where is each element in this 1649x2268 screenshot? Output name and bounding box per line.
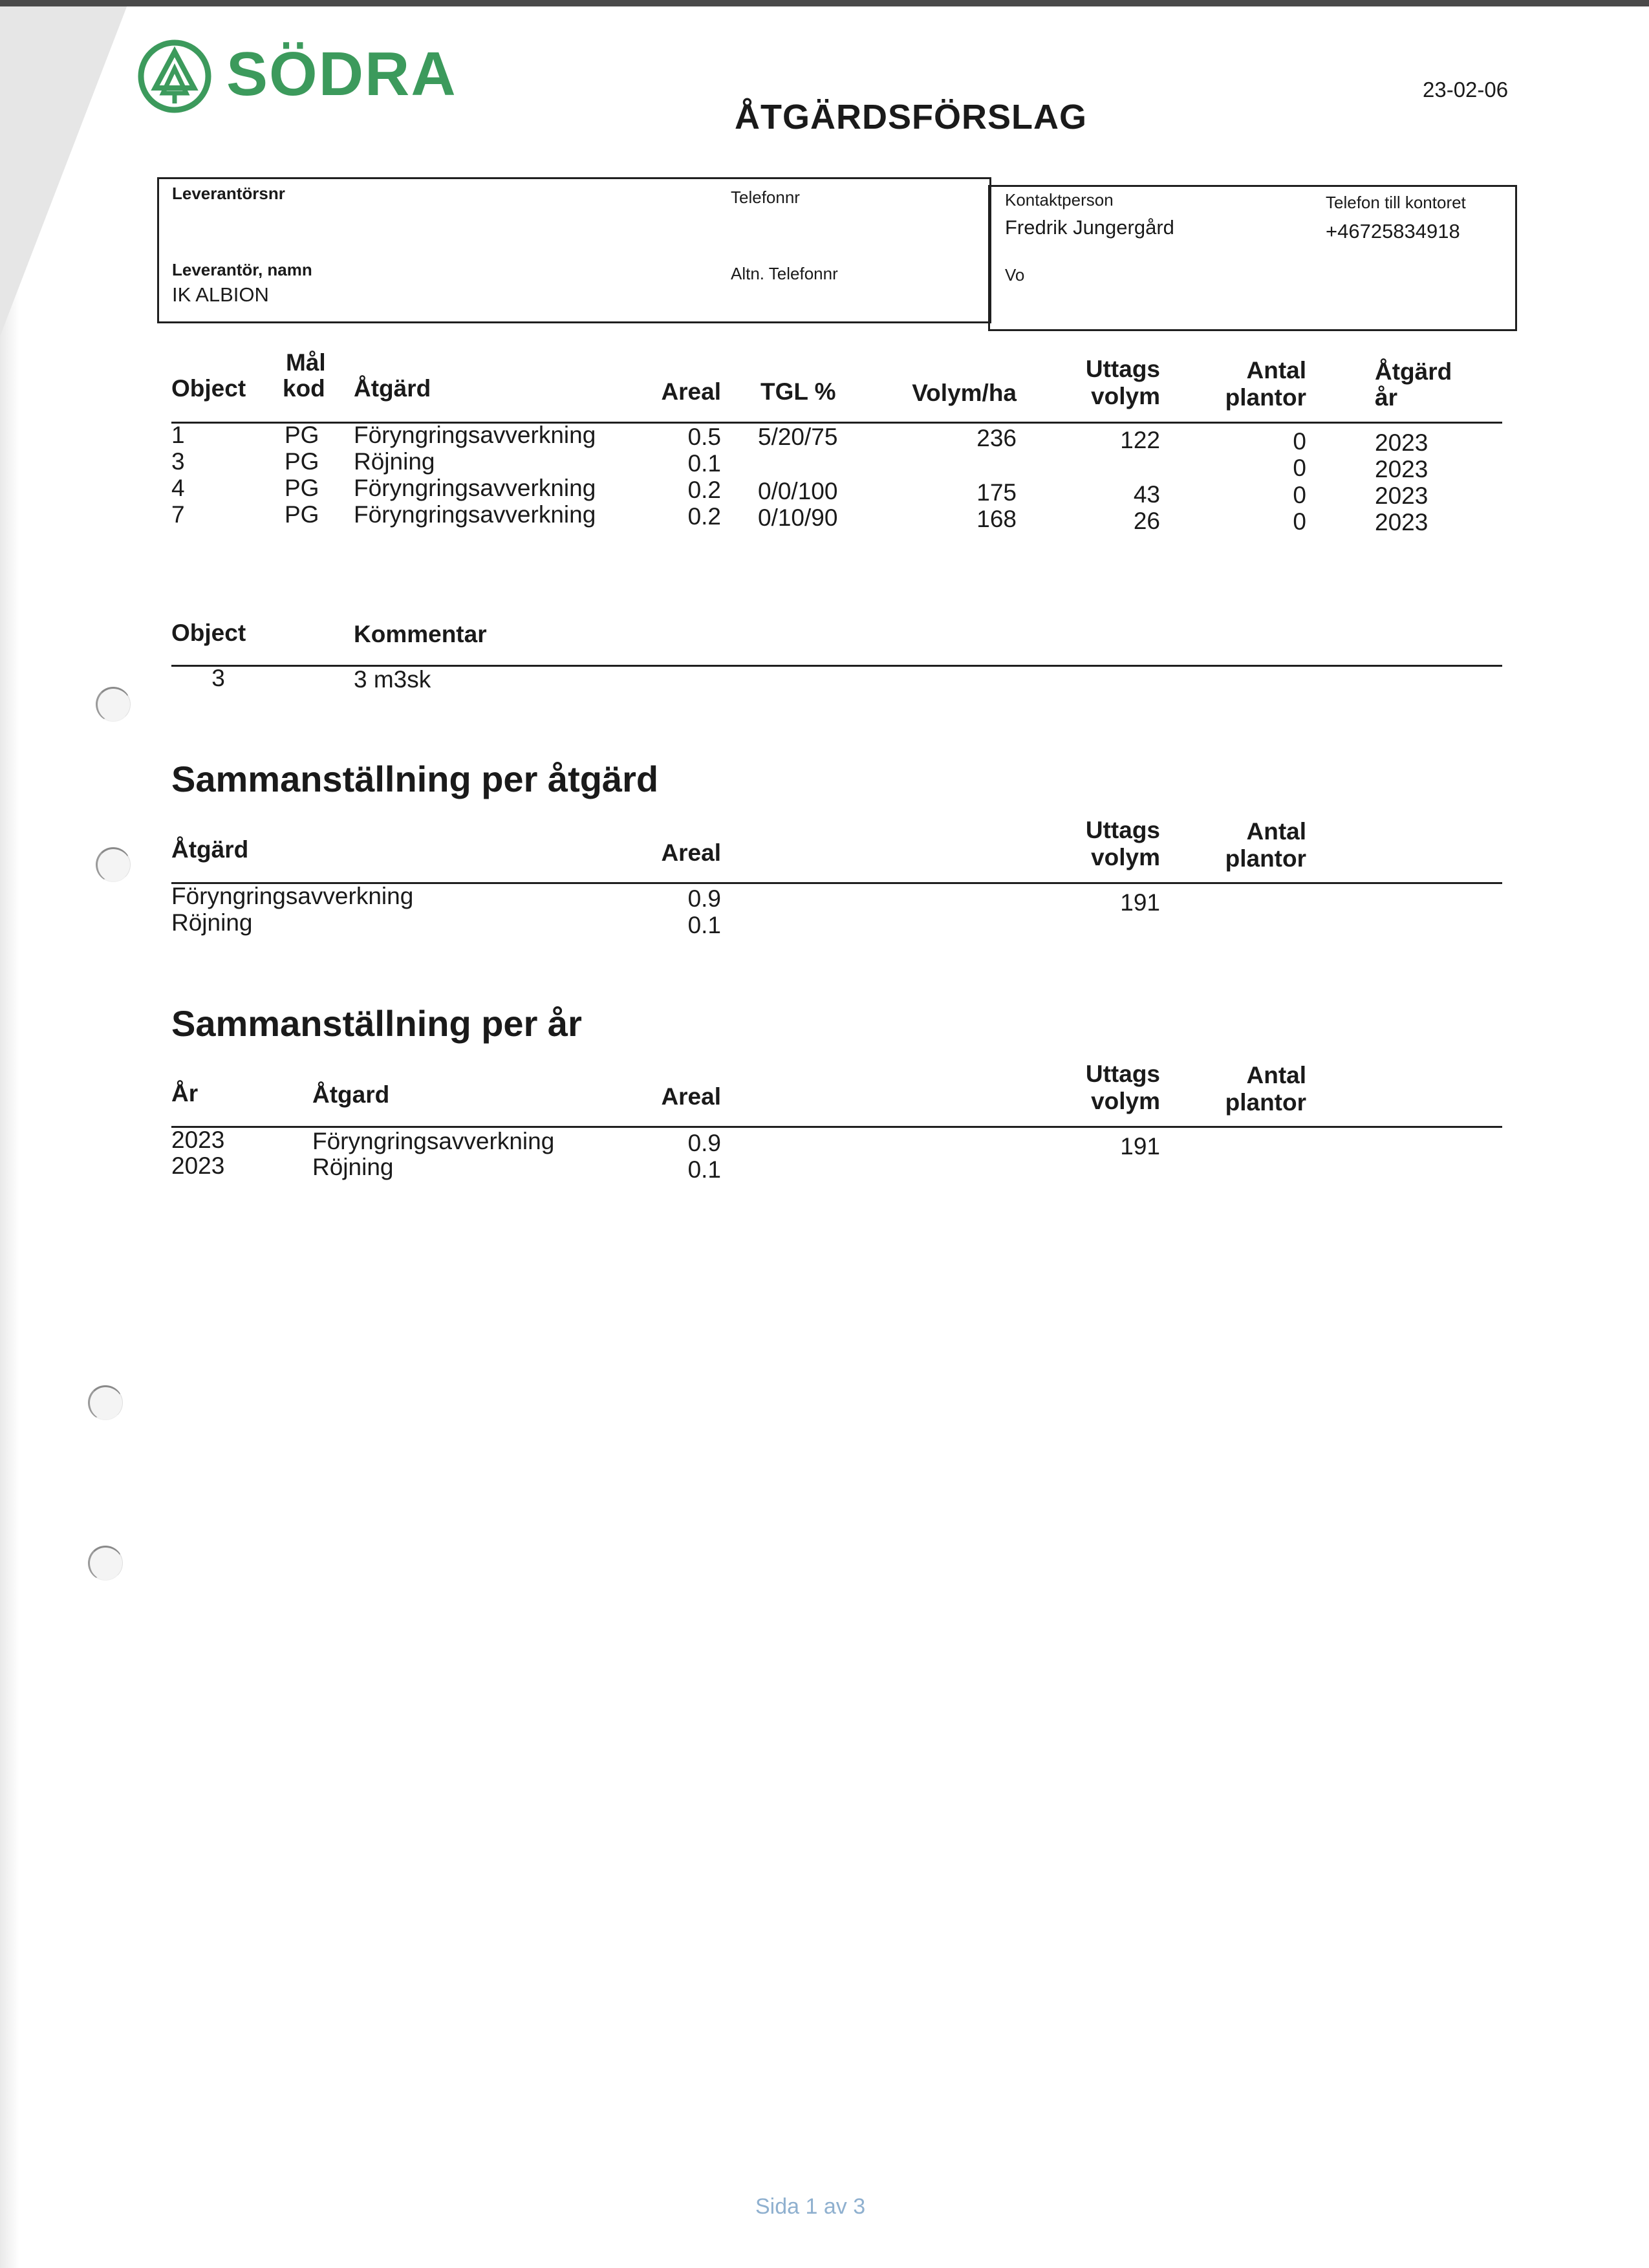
col-header-atgard-ar-line2: år [1375,384,1397,411]
contact-name: Fredrik Jungergård [1005,216,1174,239]
table-cell: 0/0/100 [758,478,838,504]
office-phone-label: Telefon till kontoret [1326,193,1466,212]
col-header-object: Object [171,375,246,402]
vo-label: Vo [1005,265,1025,285]
alt-phone-label: Altn. Telefonnr [731,264,838,283]
summary2-header-antal-line2: plantor [1225,1089,1306,1116]
page-title: ÅTGÄRDSFÖRSLAG [735,98,1087,136]
table-cell: 2023 [1375,429,1428,456]
summary1-header-uttags-line2: volym [1091,844,1160,870]
table-cell: 0/10/90 [758,504,838,531]
table-cell: 0.2 [687,503,721,530]
table-cell: 175 [976,479,1017,506]
sodra-logo-icon [136,38,213,115]
punch-hole [88,1385,123,1420]
table-cell: Föryngringsavverkning [354,475,596,501]
col-header-malkod-line1: Mål [286,349,326,376]
scan-top-edge [0,0,1649,6]
table-cell: 26 [1133,508,1160,534]
table-cell: PG [285,501,319,528]
section-title-per-year: Sammanställning per år [171,1003,582,1044]
document-date: 23-02-06 [1423,78,1509,102]
table-cell: 0 [1293,482,1306,508]
col-header-tgl: TGL % [760,378,836,405]
summary1-cell: 191 [1120,889,1160,916]
col-header-antal-line2: plantor [1225,384,1306,411]
summary1-cell: 0.1 [687,912,721,938]
table-cell: Föryngringsavverkning [354,422,596,448]
table-cell: 0.5 [687,424,721,450]
comment-text: 3 m3sk [354,666,431,693]
summary1-header-atgard: Åtgärd [171,836,249,863]
summary1-header-antal-line1: Antal [1246,818,1306,845]
comments-header-object: Object [171,620,246,646]
summary1-header-uttags-line1: Uttags [1085,817,1160,843]
table-cell: 0 [1293,428,1306,455]
page-number: Sida 1 av 3 [755,2194,866,2219]
table-cell: 2023 [1375,456,1428,482]
table-cell: PG [285,475,319,501]
summary2-header-areal: Areal [661,1083,721,1110]
table-cell: 43 [1133,481,1160,508]
summary1-cell: Föryngringsavverkning [171,883,414,909]
col-header-atgard-ar-line1: Åtgärd [1375,358,1452,385]
col-header-uttags-line1: Uttags [1085,356,1160,382]
table-cell: 1 [171,422,185,448]
punch-hole [96,847,131,882]
table-cell: 0.1 [687,450,721,477]
summary2-cell: 0.1 [687,1156,721,1183]
summary2-cell: Föryngringsavverkning [312,1128,555,1154]
col-header-antal-line1: Antal [1246,357,1306,383]
summary1-cell: Röjning [171,909,253,936]
phone-label: Telefonnr [731,188,800,207]
logo-wordmark: SÖDRA [226,39,457,109]
col-header-malkod-line2: kod [283,375,325,402]
table-cell: 0 [1293,508,1306,535]
table-cell: 168 [976,506,1017,532]
table-cell: 122 [1120,427,1160,453]
punch-hole [88,1546,123,1581]
summary1-cell: 0.9 [687,885,721,912]
table-cell: Röjning [354,448,435,475]
section-title-per-measure: Sammanställning per åtgärd [171,759,659,799]
supplier-no-label: Leverantörsnr [172,184,285,203]
supplier-name: IK ALBION [172,283,269,306]
punch-hole [96,687,131,722]
col-header-atgard: Åtgärd [354,375,431,402]
table-cell: 0.2 [687,477,721,503]
table-cell: PG [285,448,319,475]
col-header-volym-ha: Volym/ha [912,380,1017,406]
table-cell: 2023 [1375,509,1428,535]
comments-header-kommentar: Kommentar [354,621,487,647]
summary2-header-ar: År [171,1080,199,1107]
table-cell: 0 [1293,455,1306,481]
summary2-cell: 0.9 [687,1130,721,1156]
folded-corner [0,0,129,336]
table-cell: 7 [171,501,185,528]
comment-object: 3 [211,665,225,691]
summary2-header-antal-line1: Antal [1246,1062,1306,1088]
contact-label: Kontaktperson [1005,190,1114,210]
summary2-cell: Röjning [312,1154,394,1180]
table-cell: PG [285,422,319,448]
table-cell: Föryngringsavverkning [354,501,596,528]
scan-edge-shadow [0,0,19,2268]
summary2-header-uttags-line1: Uttags [1085,1061,1160,1087]
summary2-cell: 2023 [171,1127,225,1153]
supplier-name-label: Leverantör, namn [172,260,312,279]
table-cell: 4 [171,475,185,501]
summary2-header-uttags-line2: volym [1091,1088,1160,1114]
table-cell: 2023 [1375,482,1428,509]
col-header-uttags-line2: volym [1091,383,1160,409]
col-header-areal: Areal [661,378,721,405]
table-cell: 236 [976,425,1017,451]
table-cell: 5/20/75 [758,424,838,450]
summary2-header-atgard: Åtgard [312,1081,390,1108]
office-phone: +46725834918 [1326,220,1460,243]
table-cell: 3 [171,448,185,475]
summary1-header-antal-line2: plantor [1225,845,1306,872]
summary1-header-areal: Areal [661,839,721,866]
summary2-cell: 2023 [171,1152,225,1179]
summary2-cell: 191 [1120,1133,1160,1160]
